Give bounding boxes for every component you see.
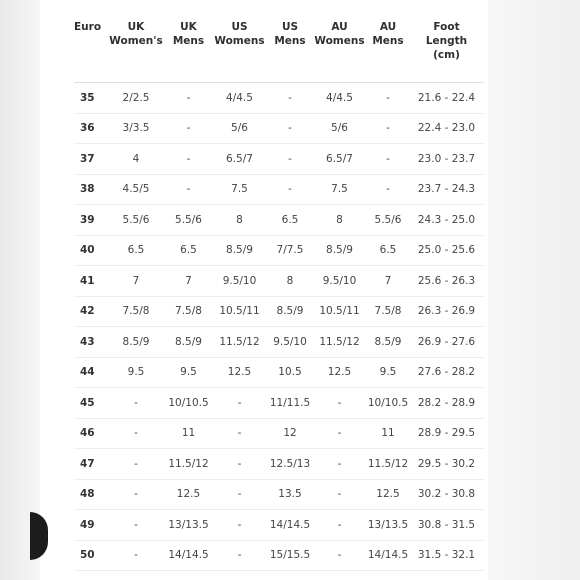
size-cell: -	[312, 540, 367, 571]
euro-size-cell: 42	[74, 296, 106, 327]
size-cell: 26.3 - 26.9	[409, 296, 484, 327]
size-cell: 8.5/9	[312, 235, 367, 266]
size-cell: 12.5	[166, 479, 211, 510]
table-row	[74, 174, 484, 205]
size-cell: 6.5	[367, 235, 409, 266]
size-cell: 9.5	[106, 357, 166, 388]
size-cell: -	[106, 510, 166, 541]
size-cell: 8.5/9	[166, 327, 211, 358]
size-cell: 8.5/9	[268, 296, 312, 327]
size-cell: 29.5 - 30.2	[409, 449, 484, 480]
size-cell: -	[312, 388, 367, 419]
size-cell: 31.5 - 32.1	[409, 540, 484, 571]
euro-size-cell: 38	[74, 174, 106, 205]
column-header-line: AU	[379, 21, 397, 33]
size-cell: 2/2.5	[106, 83, 166, 114]
column-header	[211, 12, 268, 83]
size-cell: 7.5	[312, 174, 367, 205]
column-header-line: Women's	[109, 35, 163, 47]
scroll-handle[interactable]	[30, 512, 48, 560]
size-cell: 14/14.5	[367, 540, 409, 571]
size-cell: -	[106, 388, 166, 419]
column-header	[268, 12, 312, 83]
size-cell: 25.6 - 26.3	[409, 266, 484, 297]
size-cell: 8.5/9	[367, 327, 409, 358]
size-cell: 4.5/5	[106, 174, 166, 205]
size-cell: 7/7.5	[268, 235, 312, 266]
size-cell: -	[312, 510, 367, 541]
size-cell: 26.9 - 27.6	[409, 327, 484, 358]
size-cell: 11.5/12	[312, 327, 367, 358]
column-header-line: US	[281, 21, 299, 33]
size-cell: 4	[106, 144, 166, 175]
size-cell: 24.3 - 25.0	[409, 205, 484, 236]
column-header-line: Mens	[274, 35, 306, 47]
size-cell: 10.5/11	[211, 296, 268, 327]
size-cell: 14/14.5	[166, 540, 211, 571]
size-cell: 7.5/8	[106, 296, 166, 327]
size-cell: 13/13.5	[367, 510, 409, 541]
size-cell: 9.5/10	[312, 266, 367, 297]
size-cell: 8.5/9	[211, 235, 268, 266]
size-cell: 9.5/10	[211, 266, 268, 297]
column-header-line: (cm)	[433, 49, 460, 61]
size-cell: -	[211, 388, 268, 419]
size-cell: -	[211, 479, 268, 510]
size-cell: 10/10.5	[367, 388, 409, 419]
size-cell: -	[268, 83, 312, 114]
table-header-row	[74, 12, 484, 83]
table-row	[74, 327, 484, 358]
size-cell: 30.8 - 31.5	[409, 510, 484, 541]
column-header-line: UK	[127, 21, 145, 33]
size-chart-table	[74, 12, 484, 571]
size-cell: -	[367, 144, 409, 175]
column-header-line: Mens	[372, 35, 404, 47]
size-cell: -	[312, 449, 367, 480]
size-cell: -	[312, 479, 367, 510]
column-header-line: UK	[180, 21, 197, 33]
size-cell: 11/11.5	[268, 388, 312, 419]
table-body	[74, 83, 484, 571]
size-cell: -	[268, 144, 312, 175]
size-cell: -	[166, 113, 211, 144]
size-cell: 7	[367, 266, 409, 297]
column-header	[74, 12, 106, 83]
size-cell: 7	[166, 266, 211, 297]
size-cell: 5/6	[211, 113, 268, 144]
table-row	[74, 540, 484, 571]
size-cell: 13/13.5	[166, 510, 211, 541]
table-row	[74, 113, 484, 144]
size-cell: 27.6 - 28.2	[409, 357, 484, 388]
euro-size-cell: 48	[74, 479, 106, 510]
size-cell: 10/10.5	[166, 388, 211, 419]
size-cell: -	[312, 418, 367, 449]
size-cell: 9.5	[166, 357, 211, 388]
size-cell: -	[106, 540, 166, 571]
column-header-line: US	[231, 21, 248, 33]
table-row	[74, 357, 484, 388]
size-cell: 6.5/7	[211, 144, 268, 175]
left-background-strip	[0, 0, 40, 580]
table-row	[74, 388, 484, 419]
size-cell: -	[268, 174, 312, 205]
size-cell: -	[211, 449, 268, 480]
size-cell: 3/3.5	[106, 113, 166, 144]
column-header-line: Length	[425, 35, 468, 47]
table-row	[74, 205, 484, 236]
column-header	[409, 12, 484, 83]
size-cell: 4/4.5	[312, 83, 367, 114]
size-cell: 12.5	[312, 357, 367, 388]
size-cell: -	[106, 418, 166, 449]
size-cell: 10.5/11	[312, 296, 367, 327]
size-cell: 6.5	[106, 235, 166, 266]
column-header	[106, 12, 166, 83]
size-cell: 5/6	[312, 113, 367, 144]
size-cell: 15/15.5	[268, 540, 312, 571]
size-cell: 11	[166, 418, 211, 449]
euro-size-cell: 41	[74, 266, 106, 297]
size-cell: -	[166, 174, 211, 205]
size-cell: 7	[106, 266, 166, 297]
size-cell: -	[268, 113, 312, 144]
size-cell: 12	[268, 418, 312, 449]
column-header-line: Womens	[314, 35, 365, 47]
euro-size-cell: 44	[74, 357, 106, 388]
euro-size-cell: 47	[74, 449, 106, 480]
table-row	[74, 296, 484, 327]
table-row	[74, 510, 484, 541]
size-cell: 30.2 - 30.8	[409, 479, 484, 510]
euro-size-cell: 46	[74, 418, 106, 449]
size-cell: 10.5	[268, 357, 312, 388]
size-cell: 6.5	[166, 235, 211, 266]
column-header	[367, 12, 409, 83]
size-cell: -	[166, 83, 211, 114]
size-cell: 8	[268, 266, 312, 297]
euro-size-cell: 39	[74, 205, 106, 236]
euro-size-cell: 35	[74, 83, 106, 114]
size-cell: 5.5/6	[367, 205, 409, 236]
size-cell: 5.5/6	[166, 205, 211, 236]
size-cell: 11.5/12	[367, 449, 409, 480]
size-cell: 28.2 - 28.9	[409, 388, 484, 419]
size-cell: 11.5/12	[166, 449, 211, 480]
euro-size-cell: 45	[74, 388, 106, 419]
size-cell: 25.0 - 25.6	[409, 235, 484, 266]
column-header-line: Euro	[74, 21, 102, 33]
size-cell: 28.9 - 29.5	[409, 418, 484, 449]
column-header-line: AU	[331, 21, 348, 33]
euro-size-cell: 36	[74, 113, 106, 144]
column-header-line: Mens	[172, 35, 205, 47]
size-cell: 23.7 - 24.3	[409, 174, 484, 205]
table-row	[74, 266, 484, 297]
size-cell: -	[367, 83, 409, 114]
table-row	[74, 83, 484, 114]
column-header	[166, 12, 211, 83]
size-cell: 13.5	[268, 479, 312, 510]
column-header	[312, 12, 367, 83]
table-row	[74, 235, 484, 266]
table-row	[74, 144, 484, 175]
size-cell: 5.5/6	[106, 205, 166, 236]
table-row	[74, 418, 484, 449]
size-cell: -	[106, 449, 166, 480]
size-cell: -	[106, 479, 166, 510]
size-cell: 6.5/7	[312, 144, 367, 175]
size-cell: 11.5/12	[211, 327, 268, 358]
column-header-line: Womens	[214, 35, 265, 47]
euro-size-cell: 43	[74, 327, 106, 358]
size-cell: 22.4 - 23.0	[409, 113, 484, 144]
size-cell: 21.6 - 22.4	[409, 83, 484, 114]
size-cell: 9.5	[367, 357, 409, 388]
column-header-line: Foot	[433, 21, 460, 33]
right-background-strip	[488, 0, 580, 580]
euro-size-cell: 37	[74, 144, 106, 175]
euro-size-cell: 50	[74, 540, 106, 571]
table-row	[74, 479, 484, 510]
euro-size-cell: 40	[74, 235, 106, 266]
size-cell: -	[211, 540, 268, 571]
size-cell: -	[211, 510, 268, 541]
size-cell: -	[166, 144, 211, 175]
size-cell: 6.5	[268, 205, 312, 236]
size-cell: 12.5	[367, 479, 409, 510]
size-cell: 23.0 - 23.7	[409, 144, 484, 175]
size-cell: -	[211, 418, 268, 449]
table-row	[74, 449, 484, 480]
euro-size-cell: 49	[74, 510, 106, 541]
size-cell: 8	[211, 205, 268, 236]
size-cell: 8.5/9	[106, 327, 166, 358]
size-cell: -	[367, 174, 409, 205]
size-cell: 8	[312, 205, 367, 236]
size-cell: 9.5/10	[268, 327, 312, 358]
size-cell: 7.5/8	[367, 296, 409, 327]
size-cell: 14/14.5	[268, 510, 312, 541]
size-cell: 11	[367, 418, 409, 449]
size-cell: 4/4.5	[211, 83, 268, 114]
size-cell: 7.5	[211, 174, 268, 205]
size-cell: 7.5/8	[166, 296, 211, 327]
size-cell: 12.5	[211, 357, 268, 388]
size-cell: -	[367, 113, 409, 144]
size-cell: 12.5/13	[268, 449, 312, 480]
